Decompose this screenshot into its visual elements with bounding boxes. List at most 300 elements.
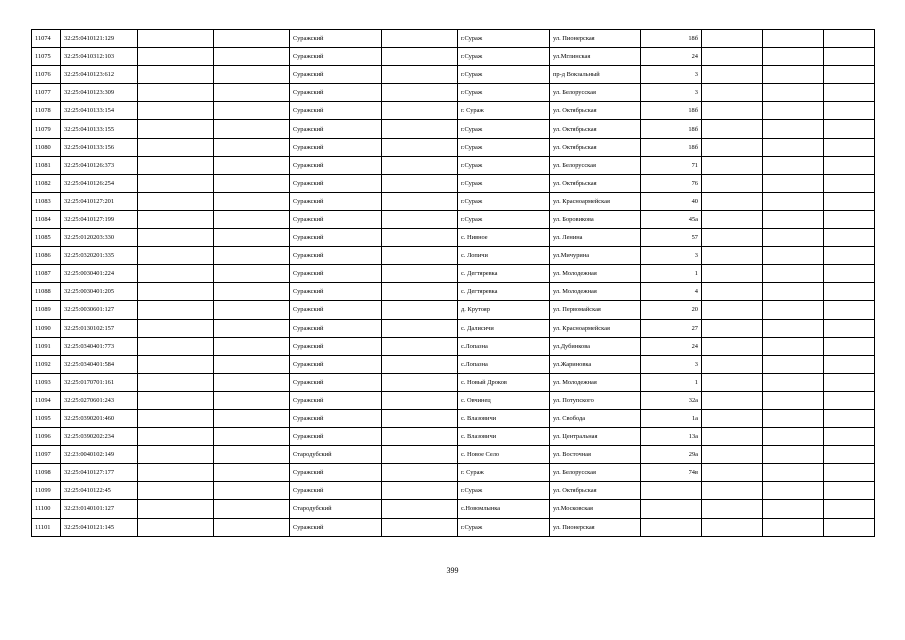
- row-number-cell: 11085: [32, 229, 61, 247]
- blank-col-3-cell: [138, 391, 214, 409]
- blank-col-12-cell: [824, 446, 875, 464]
- blank-col-4-cell: [214, 265, 290, 283]
- blank-col-6-cell: [382, 102, 458, 120]
- street-cell: ул. Пионерская: [550, 518, 641, 536]
- house-number-cell: 45а: [641, 210, 702, 228]
- district-cell: Суражский: [290, 319, 382, 337]
- blank-col-6-cell: [382, 337, 458, 355]
- blank-col-11-cell: [763, 30, 824, 48]
- table-row: [32, 229, 875, 247]
- blank-col-12-cell: [824, 283, 875, 301]
- blank-col-3-cell: [138, 192, 214, 210]
- house-number-cell: 18б: [641, 120, 702, 138]
- street-cell: ул.Мглинская: [550, 48, 641, 66]
- blank-col-11-cell: [763, 482, 824, 500]
- row-number-cell: 11082: [32, 174, 61, 192]
- row-number-cell: 11086: [32, 247, 61, 265]
- blank-col-4-cell: [214, 138, 290, 156]
- blank-col-6-cell: [382, 48, 458, 66]
- blank-col-4-cell: [214, 500, 290, 518]
- house-number-cell: 18б: [641, 102, 702, 120]
- blank-col-4-cell: [214, 428, 290, 446]
- blank-col-11-cell: [763, 210, 824, 228]
- table-row: [32, 30, 875, 48]
- settlement-cell: г.Сураж: [458, 48, 550, 66]
- street-cell: ул. Октябрьская: [550, 174, 641, 192]
- blank-col-11-cell: [763, 174, 824, 192]
- blank-col-4-cell: [214, 373, 290, 391]
- district-cell: Стародубский: [290, 446, 382, 464]
- blank-col-11-cell: [763, 102, 824, 120]
- row-number-cell: 11079: [32, 120, 61, 138]
- blank-col-10-cell: [702, 210, 763, 228]
- settlement-cell: с. Влазовичи: [458, 409, 550, 427]
- blank-col-3-cell: [138, 373, 214, 391]
- cadastral-number-cell: 32:25:0410123:309: [61, 84, 138, 102]
- street-cell: ул. Центральная: [550, 428, 641, 446]
- district-cell: Суражский: [290, 120, 382, 138]
- table-row: [32, 355, 875, 373]
- blank-col-3-cell: [138, 301, 214, 319]
- blank-col-11-cell: [763, 391, 824, 409]
- house-number-cell: [641, 500, 702, 518]
- street-cell: ул. Белорусская: [550, 156, 641, 174]
- table-row: [32, 391, 875, 409]
- blank-col-11-cell: [763, 319, 824, 337]
- house-number-cell: 13а: [641, 428, 702, 446]
- row-number-cell: 11096: [32, 428, 61, 446]
- cadastral-number-cell: 32:25:0410127:199: [61, 210, 138, 228]
- row-number-cell: 11099: [32, 482, 61, 500]
- settlement-cell: с. Нивное: [458, 229, 550, 247]
- settlement-cell: с. Дегтяревка: [458, 283, 550, 301]
- house-number-cell: 3: [641, 355, 702, 373]
- blank-col-12-cell: [824, 192, 875, 210]
- blank-col-6-cell: [382, 138, 458, 156]
- row-number-cell: 11078: [32, 102, 61, 120]
- settlement-cell: д. Крутояр: [458, 301, 550, 319]
- cadastral-number-cell: 32:25:0410126:254: [61, 174, 138, 192]
- table-row: [32, 265, 875, 283]
- blank-col-10-cell: [702, 355, 763, 373]
- blank-col-6-cell: [382, 156, 458, 174]
- settlement-cell: г.Сураж: [458, 192, 550, 210]
- table-row: [32, 373, 875, 391]
- house-number-cell: 74в: [641, 464, 702, 482]
- blank-col-10-cell: [702, 409, 763, 427]
- street-cell: ул. Красноармейская: [550, 319, 641, 337]
- blank-col-3-cell: [138, 337, 214, 355]
- blank-col-12-cell: [824, 428, 875, 446]
- blank-col-11-cell: [763, 229, 824, 247]
- blank-col-4-cell: [214, 482, 290, 500]
- district-cell: Суражский: [290, 174, 382, 192]
- row-number-cell: 11093: [32, 373, 61, 391]
- house-number-cell: 1а: [641, 409, 702, 427]
- blank-col-3-cell: [138, 518, 214, 536]
- row-number-cell: 11092: [32, 355, 61, 373]
- district-cell: Суражский: [290, 464, 382, 482]
- blank-col-6-cell: [382, 120, 458, 138]
- blank-col-4-cell: [214, 30, 290, 48]
- cadastral-number-cell: 32:25:0340401:773: [61, 337, 138, 355]
- table-row: [32, 301, 875, 319]
- house-number-cell: [641, 482, 702, 500]
- table-row: [32, 409, 875, 427]
- blank-col-6-cell: [382, 373, 458, 391]
- blank-col-11-cell: [763, 138, 824, 156]
- row-number-cell: 11084: [32, 210, 61, 228]
- cadastral-number-cell: 32:25:0270601:243: [61, 391, 138, 409]
- blank-col-11-cell: [763, 48, 824, 66]
- blank-col-4-cell: [214, 337, 290, 355]
- house-number-cell: 20: [641, 301, 702, 319]
- house-number-cell: 18б: [641, 138, 702, 156]
- blank-col-10-cell: [702, 337, 763, 355]
- blank-col-3-cell: [138, 482, 214, 500]
- blank-col-12-cell: [824, 156, 875, 174]
- blank-col-10-cell: [702, 247, 763, 265]
- blank-col-4-cell: [214, 518, 290, 536]
- settlement-cell: г.Сураж: [458, 156, 550, 174]
- blank-col-3-cell: [138, 355, 214, 373]
- table-row: [32, 482, 875, 500]
- blank-col-3-cell: [138, 319, 214, 337]
- blank-col-3-cell: [138, 283, 214, 301]
- blank-col-3-cell: [138, 500, 214, 518]
- blank-col-4-cell: [214, 464, 290, 482]
- cadastral-number-cell: 32:25:0030601:127: [61, 301, 138, 319]
- blank-col-6-cell: [382, 391, 458, 409]
- cadastral-number-cell: 32:25:0030401:205: [61, 283, 138, 301]
- house-number-cell: 57: [641, 229, 702, 247]
- settlement-cell: г.Сураж: [458, 30, 550, 48]
- blank-col-3-cell: [138, 409, 214, 427]
- blank-col-10-cell: [702, 283, 763, 301]
- blank-col-4-cell: [214, 192, 290, 210]
- blank-col-12-cell: [824, 66, 875, 84]
- house-number-cell: [641, 518, 702, 536]
- blank-col-12-cell: [824, 48, 875, 66]
- table-row: [32, 464, 875, 482]
- settlement-cell: с.Лопазна: [458, 355, 550, 373]
- blank-col-11-cell: [763, 518, 824, 536]
- blank-col-3-cell: [138, 464, 214, 482]
- house-number-cell: 24: [641, 337, 702, 355]
- cadastral-number-cell: 32:25:0390202:234: [61, 428, 138, 446]
- street-cell: ул.Дубинкова: [550, 337, 641, 355]
- blank-col-3-cell: [138, 446, 214, 464]
- table-row: [32, 337, 875, 355]
- table-row: [32, 48, 875, 66]
- blank-col-6-cell: [382, 518, 458, 536]
- registry-table: [31, 29, 875, 537]
- cadastral-number-cell: 32:25:0410127:201: [61, 192, 138, 210]
- row-number-cell: 11088: [32, 283, 61, 301]
- page-number: 399: [446, 566, 459, 575]
- blank-col-4-cell: [214, 156, 290, 174]
- blank-col-11-cell: [763, 192, 824, 210]
- cadastral-number-cell: 32:25:0170701:161: [61, 373, 138, 391]
- house-number-cell: 1: [641, 373, 702, 391]
- house-number-cell: 18б: [641, 30, 702, 48]
- table-row: [32, 446, 875, 464]
- blank-col-3-cell: [138, 102, 214, 120]
- house-number-cell: 3: [641, 247, 702, 265]
- blank-col-11-cell: [763, 66, 824, 84]
- blank-col-12-cell: [824, 84, 875, 102]
- blank-col-6-cell: [382, 446, 458, 464]
- blank-col-10-cell: [702, 102, 763, 120]
- blank-col-12-cell: [824, 174, 875, 192]
- district-cell: Суражский: [290, 66, 382, 84]
- table-row: [32, 192, 875, 210]
- blank-col-6-cell: [382, 409, 458, 427]
- settlement-cell: г. Сураж: [458, 102, 550, 120]
- blank-col-6-cell: [382, 30, 458, 48]
- cadastral-number-cell: 32:25:0410123:612: [61, 66, 138, 84]
- district-cell: Суражский: [290, 391, 382, 409]
- house-number-cell: 27: [641, 319, 702, 337]
- blank-col-10-cell: [702, 428, 763, 446]
- blank-col-6-cell: [382, 283, 458, 301]
- blank-col-3-cell: [138, 30, 214, 48]
- blank-col-11-cell: [763, 84, 824, 102]
- settlement-cell: с. Овчинец: [458, 391, 550, 409]
- street-cell: ул. Первомайская: [550, 301, 641, 319]
- house-number-cell: 4: [641, 283, 702, 301]
- house-number-cell: 32а: [641, 391, 702, 409]
- district-cell: Суражский: [290, 138, 382, 156]
- blank-col-12-cell: [824, 337, 875, 355]
- district-cell: Суражский: [290, 283, 382, 301]
- blank-col-6-cell: [382, 319, 458, 337]
- street-cell: ул. Молодежная: [550, 283, 641, 301]
- blank-col-6-cell: [382, 265, 458, 283]
- street-cell: ул. Октябрьская: [550, 102, 641, 120]
- blank-col-4-cell: [214, 48, 290, 66]
- row-number-cell: 11087: [32, 265, 61, 283]
- street-cell: ул. Октябрьская: [550, 138, 641, 156]
- registry-body: [32, 30, 875, 537]
- blank-col-11-cell: [763, 120, 824, 138]
- house-number-cell: 3: [641, 84, 702, 102]
- street-cell: ул.Мичурина: [550, 247, 641, 265]
- cadastral-number-cell: 32:25:0410126:373: [61, 156, 138, 174]
- blank-col-3-cell: [138, 247, 214, 265]
- table-row: [32, 283, 875, 301]
- blank-col-3-cell: [138, 66, 214, 84]
- blank-col-3-cell: [138, 138, 214, 156]
- district-cell: Суражский: [290, 373, 382, 391]
- blank-col-11-cell: [763, 500, 824, 518]
- blank-col-11-cell: [763, 446, 824, 464]
- cadastral-number-cell: 32:25:0410127:177: [61, 464, 138, 482]
- row-number-cell: 11100: [32, 500, 61, 518]
- table-row: [32, 102, 875, 120]
- house-number-cell: 76: [641, 174, 702, 192]
- blank-col-12-cell: [824, 301, 875, 319]
- blank-col-10-cell: [702, 192, 763, 210]
- row-number-cell: 11091: [32, 337, 61, 355]
- blank-col-11-cell: [763, 428, 824, 446]
- settlement-cell: г.Сураж: [458, 174, 550, 192]
- blank-col-3-cell: [138, 174, 214, 192]
- blank-col-10-cell: [702, 84, 763, 102]
- blank-col-6-cell: [382, 247, 458, 265]
- street-cell: ул. Белорусская: [550, 464, 641, 482]
- blank-col-12-cell: [824, 500, 875, 518]
- blank-col-4-cell: [214, 247, 290, 265]
- blank-col-11-cell: [763, 355, 824, 373]
- blank-col-4-cell: [214, 210, 290, 228]
- house-number-cell: 29а: [641, 446, 702, 464]
- blank-col-6-cell: [382, 428, 458, 446]
- district-cell: Суражский: [290, 247, 382, 265]
- blank-col-10-cell: [702, 373, 763, 391]
- blank-col-4-cell: [214, 355, 290, 373]
- street-cell: ул.Жариновка: [550, 355, 641, 373]
- cadastral-number-cell: 32:25:0340401:584: [61, 355, 138, 373]
- blank-col-6-cell: [382, 482, 458, 500]
- street-cell: ул. Красноармейская: [550, 192, 641, 210]
- street-cell: ул. Белорусская: [550, 84, 641, 102]
- district-cell: Стародубский: [290, 500, 382, 518]
- blank-col-12-cell: [824, 265, 875, 283]
- blank-col-4-cell: [214, 174, 290, 192]
- blank-col-4-cell: [214, 102, 290, 120]
- blank-col-12-cell: [824, 247, 875, 265]
- table-row: [32, 500, 875, 518]
- district-cell: Суражский: [290, 48, 382, 66]
- row-number-cell: 11081: [32, 156, 61, 174]
- settlement-cell: г. Сураж: [458, 464, 550, 482]
- blank-col-12-cell: [824, 391, 875, 409]
- table-row: [32, 138, 875, 156]
- blank-col-10-cell: [702, 446, 763, 464]
- settlement-cell: г.Сураж: [458, 120, 550, 138]
- blank-col-6-cell: [382, 355, 458, 373]
- settlement-cell: г.Сураж: [458, 138, 550, 156]
- cadastral-number-cell: 32:25:0410121:129: [61, 30, 138, 48]
- settlement-cell: г.Сураж: [458, 66, 550, 84]
- blank-col-6-cell: [382, 192, 458, 210]
- street-cell: ул.Московская: [550, 500, 641, 518]
- cadastral-number-cell: 32:25:0410121:145: [61, 518, 138, 536]
- district-cell: Суражский: [290, 229, 382, 247]
- blank-col-12-cell: [824, 229, 875, 247]
- blank-col-3-cell: [138, 84, 214, 102]
- district-cell: Суражский: [290, 428, 382, 446]
- blank-col-12-cell: [824, 355, 875, 373]
- blank-col-6-cell: [382, 210, 458, 228]
- blank-col-10-cell: [702, 301, 763, 319]
- table-row: [32, 174, 875, 192]
- street-cell: ул. Молодежная: [550, 265, 641, 283]
- row-number-cell: 11097: [32, 446, 61, 464]
- blank-col-12-cell: [824, 409, 875, 427]
- row-number-cell: 11089: [32, 301, 61, 319]
- cadastral-number-cell: 32:25:0410122:45: [61, 482, 138, 500]
- blank-col-6-cell: [382, 84, 458, 102]
- settlement-cell: с.Лопазна: [458, 337, 550, 355]
- blank-col-6-cell: [382, 66, 458, 84]
- street-cell: ул. Октябрьская: [550, 120, 641, 138]
- settlement-cell: г.Сураж: [458, 210, 550, 228]
- settlement-cell: г.Сураж: [458, 84, 550, 102]
- district-cell: Суражский: [290, 30, 382, 48]
- table-row: [32, 156, 875, 174]
- blank-col-12-cell: [824, 102, 875, 120]
- blank-col-4-cell: [214, 84, 290, 102]
- row-number-cell: 11075: [32, 48, 61, 66]
- district-cell: Суражский: [290, 84, 382, 102]
- table-row: [32, 319, 875, 337]
- row-number-cell: 11083: [32, 192, 61, 210]
- cadastral-number-cell: 32:25:0410133:155: [61, 120, 138, 138]
- street-cell: ул. Свобода: [550, 409, 641, 427]
- blank-col-12-cell: [824, 120, 875, 138]
- settlement-cell: г.Сураж: [458, 482, 550, 500]
- cadastral-number-cell: 32:25:0410312:103: [61, 48, 138, 66]
- district-cell: Суражский: [290, 102, 382, 120]
- district-cell: Суражский: [290, 156, 382, 174]
- blank-col-4-cell: [214, 229, 290, 247]
- settlement-cell: с. Влазовичи: [458, 428, 550, 446]
- blank-col-10-cell: [702, 265, 763, 283]
- table-row: [32, 84, 875, 102]
- settlement-cell: с. Новый Дроков: [458, 373, 550, 391]
- cadastral-number-cell: 32:25:0320201:335: [61, 247, 138, 265]
- blank-col-10-cell: [702, 500, 763, 518]
- blank-col-12-cell: [824, 138, 875, 156]
- blank-col-10-cell: [702, 174, 763, 192]
- blank-col-10-cell: [702, 66, 763, 84]
- row-number-cell: 11094: [32, 391, 61, 409]
- row-number-cell: 11077: [32, 84, 61, 102]
- blank-col-10-cell: [702, 120, 763, 138]
- blank-col-10-cell: [702, 391, 763, 409]
- blank-col-4-cell: [214, 301, 290, 319]
- street-cell: ул. Октябрьская: [550, 482, 641, 500]
- blank-col-10-cell: [702, 482, 763, 500]
- blank-col-10-cell: [702, 319, 763, 337]
- table-row: [32, 247, 875, 265]
- blank-col-3-cell: [138, 156, 214, 174]
- blank-col-3-cell: [138, 265, 214, 283]
- district-cell: Суражский: [290, 355, 382, 373]
- blank-col-4-cell: [214, 446, 290, 464]
- blank-col-4-cell: [214, 66, 290, 84]
- street-cell: ул. Боровикова: [550, 210, 641, 228]
- cadastral-number-cell: 32:25:0410133:156: [61, 138, 138, 156]
- district-cell: Суражский: [290, 518, 382, 536]
- blank-col-3-cell: [138, 120, 214, 138]
- table-row: [32, 428, 875, 446]
- blank-col-12-cell: [824, 210, 875, 228]
- blank-col-10-cell: [702, 30, 763, 48]
- blank-col-12-cell: [824, 518, 875, 536]
- blank-col-6-cell: [382, 464, 458, 482]
- district-cell: Суражский: [290, 337, 382, 355]
- house-number-cell: 24: [641, 48, 702, 66]
- blank-col-3-cell: [138, 428, 214, 446]
- street-cell: ул. Молодежная: [550, 373, 641, 391]
- district-cell: Суражский: [290, 482, 382, 500]
- settlement-cell: с. Лопичи: [458, 247, 550, 265]
- blank-col-6-cell: [382, 301, 458, 319]
- row-number-cell: 11101: [32, 518, 61, 536]
